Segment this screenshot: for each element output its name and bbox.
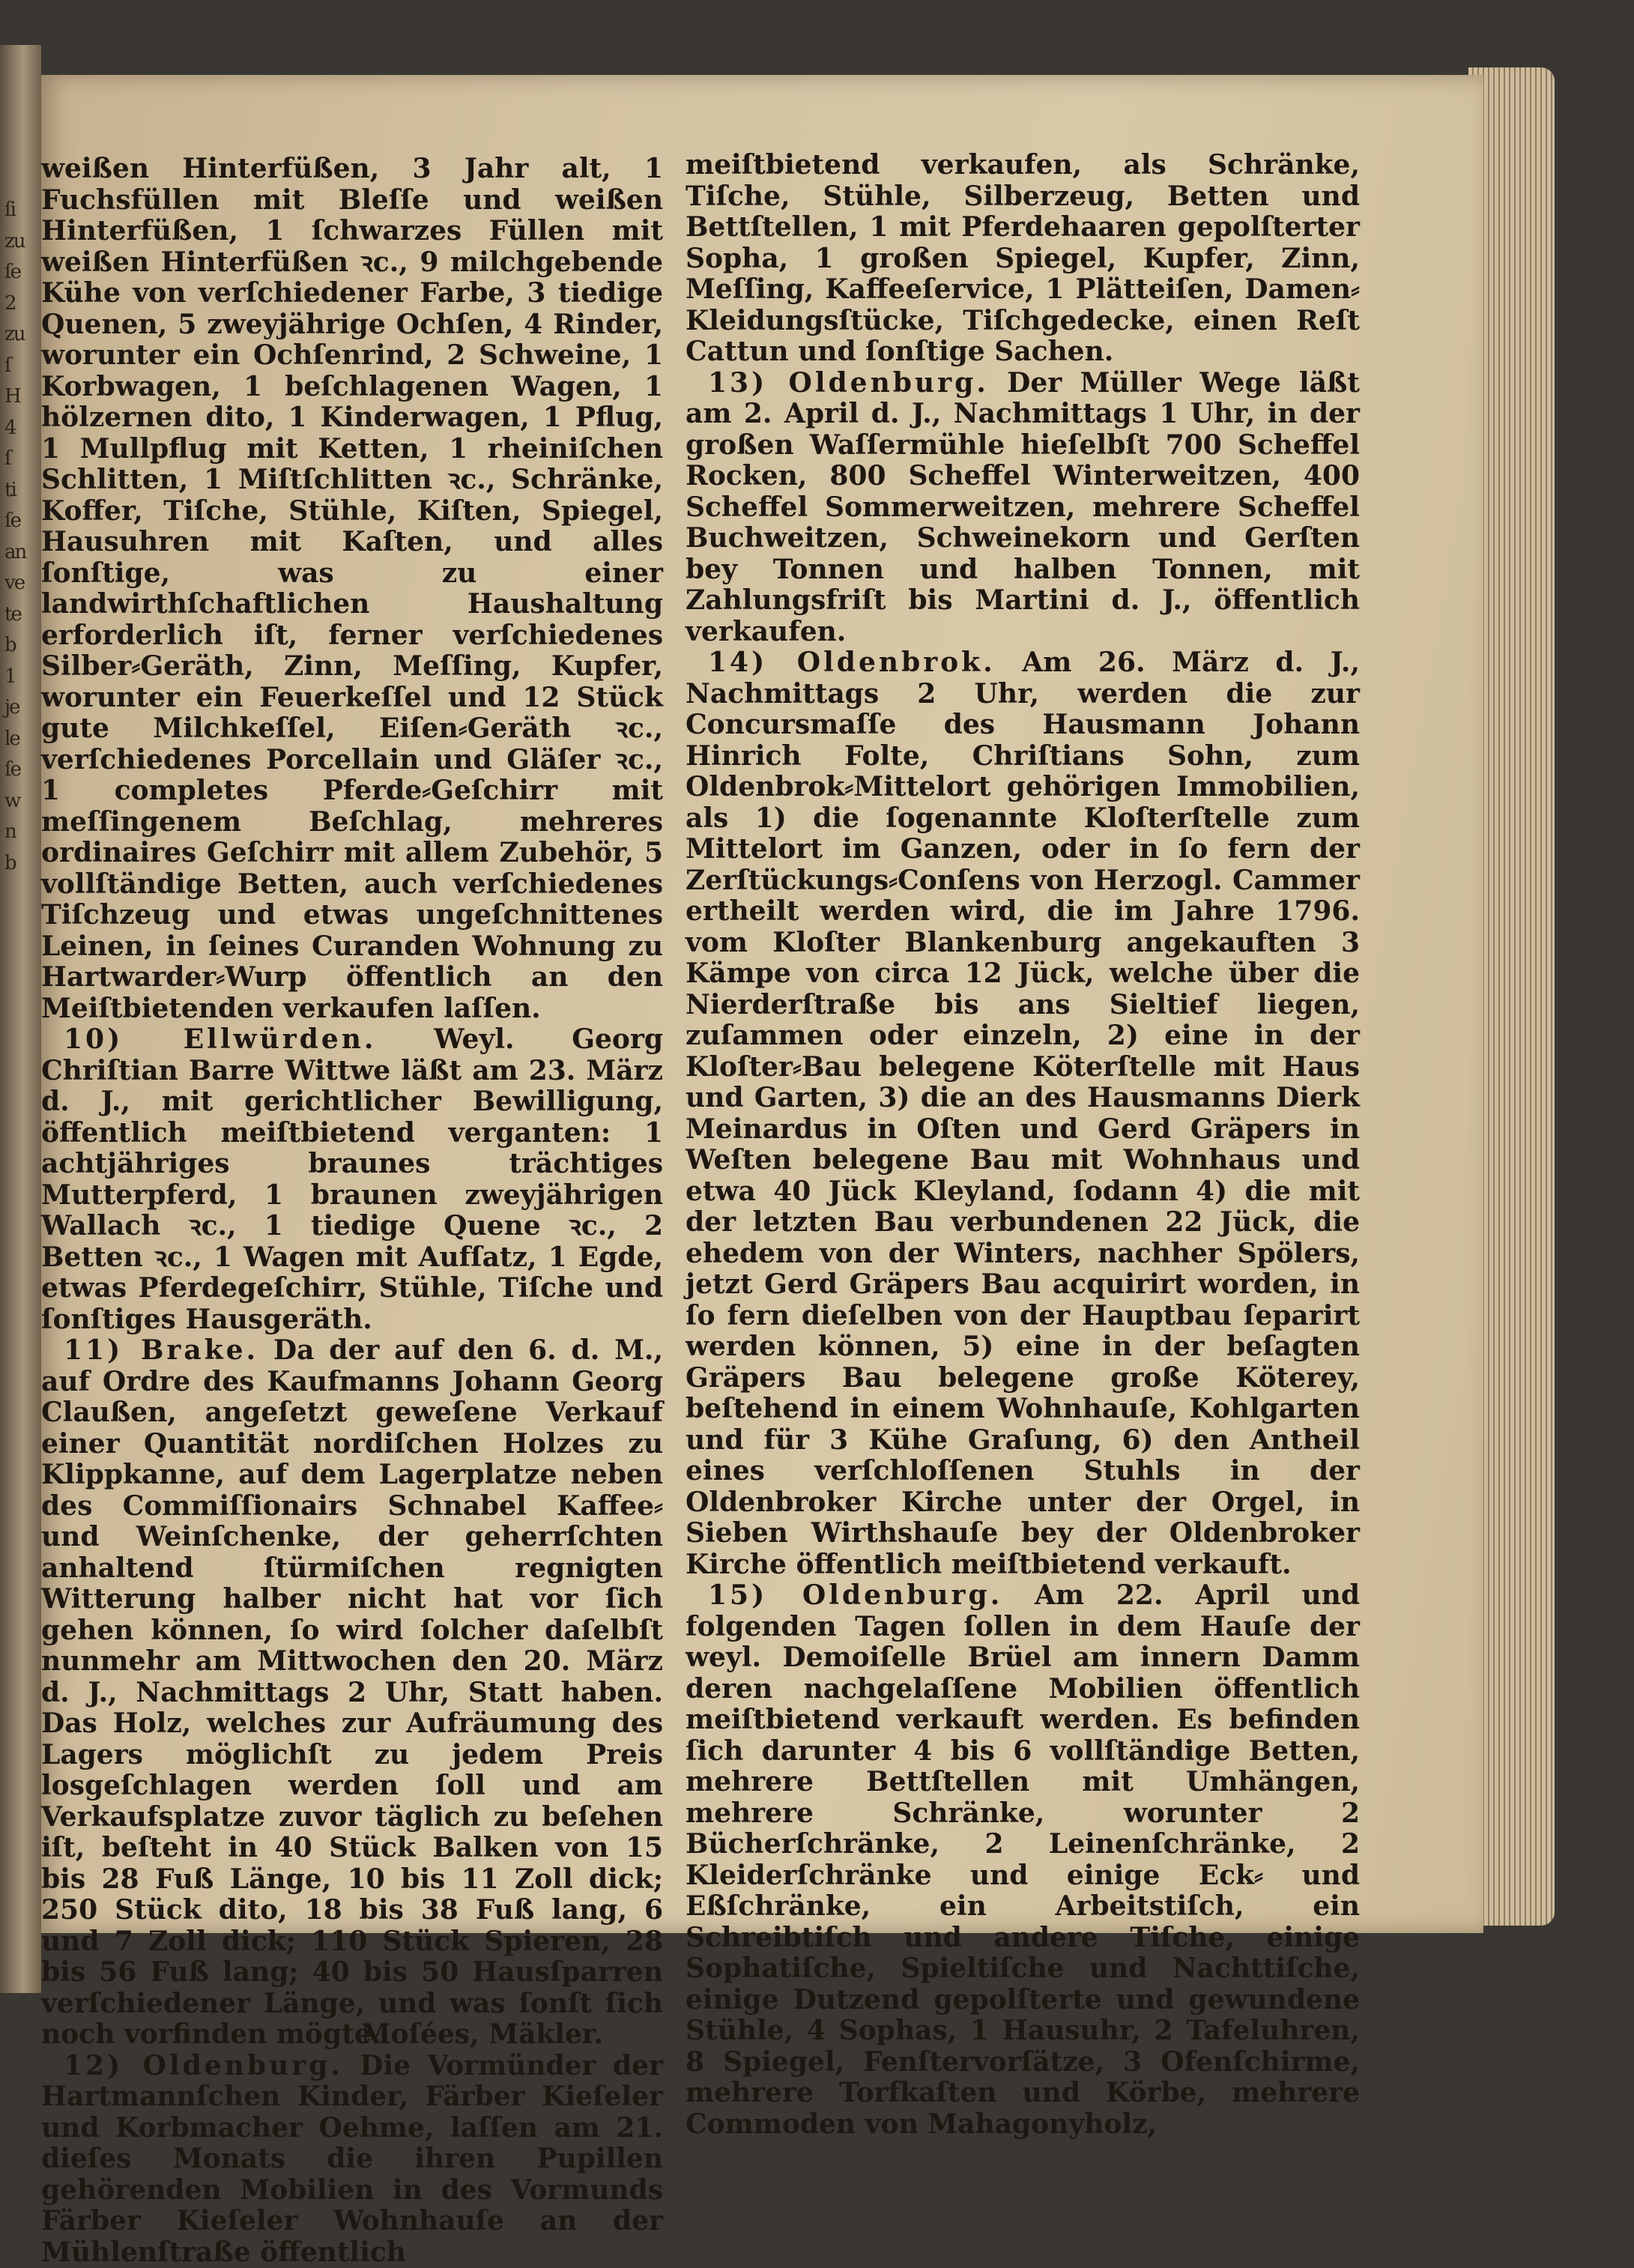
previous-page-margin-fragments: ſi zu ſe 2 zu ſ H 4 ſ ti ſe an ve te b 1 je le ſe w n b	[4, 195, 34, 1693]
notice-12	[41, 2051, 663, 2268]
notice-14-text: Am 26. März d. J., Nachmittags 2 Uhr, werden die zur Concursmaſſe des Hausmann Johann Hinrich Folte, Chriſtians Sohn, zum Oldenbrok⸗Mittelort gehörigen Immobilien, als 1) die ſogenannte Kloſterſtelle zum Mittelort im Ganzen, oder in ſo fern der Zerſtückungs⸗Conſens von Herzogl. Cammer ertheilt werden wird, die im Jahre 1796. vom Kloſter Blankenburg angekauften 3 Kämpe von circa 12 Jück, welche über die Nierderſtraße bis ans Sieltief liegen, zuſammen oder einzeln, 2) eine in der Kloſter⸗Bau belegene Köterſtelle mit Haus und Garten, 3) die an des Hausmanns Dierk Meinardus in Oſten und Gerd Gräpers in Weſten belegene Bau mit Wohnhaus und etwa 40 Jück Kleyland, ſodann 4) die mit der letzten Bau verbundenen 22 Jück, die ehedem von der Winters, nachher Spölers, jetzt Gerd Gräpers Bau acquirirt worden, in ſo fern dieſelben von der Hauptbau ſeparirt werden können, 5) eine in der beſagten Gräpers Bau belegene große Köterey, beſtehend in einem Wohnhauſe, Kohlgarten und für 3 Kühe Graſung, 6) den Antheil eines verſchloſſenen Stuhls in der Oldenbroker Kirche unter der Orgel, in Sieben Wirthshauſe bey der Oldenbroker Kirche öffentlich meiſtbietend verkauft.	[686, 647, 1360, 1580]
notice-11	[41, 1335, 663, 2051]
notice-11-text: Da der auf den 6. d. M., auf Ordre des Kaufmanns Johann Georg Claußen, angeſetzt geweſene Verkauf einer Quantität nordiſchen Holzes zu Klippkanne, auf dem Lagerplatze neben des Commiſſionairs Schnabel Kaffee⸗ und Weinſchenke, der geherrſchten anhaltend ſtürmiſchen regnigten Witterung halber nicht hat vor ſich gehen können, ſo wird ſolcher daſelbſt nunmehr am Mittwochen den 20. März d. J., Nachmittags 2 Uhr, Statt haben. Das Holz, welches zur Aufräumung des Lagers möglichſt zu jedem Preis losgeſchlagen werden ſoll und am Verkaufsplatze zuvor täglich zu beſehen iſt, beſteht in 40 Stück Balken von 15 bis 28 Fuß Länge, 10 bis 11 Zoll dick; 250 Stück dito, 18 bis 38 Fuß lang, 6 und 7 Zoll dick; 110 Stück Spieren, 28 bis 56 Fuß lang; 40 bis 50 Hausſparren verſchiedener Länge, und was ſonſt ſich noch vorfinden mögte.	[41, 1334, 663, 2050]
notice-12-place: 12) Oldenburg.	[64, 2050, 343, 2081]
notice-12-text: Die Vormünder der Hartmannſchen Kinder, Färber Kieſeler und Korbmacher Oehme, laſſen am 21. dieſes Monats die ihren Pupillen gehörenden Mobilien in des Vormunds Färber Kieſeler Wohnhauſe an der Mühlenſtraße öffentlich	[41, 2050, 663, 2268]
notice-11-place: 11) Brake.	[64, 1334, 258, 1366]
notice-13	[686, 368, 1360, 648]
notice-14-place: 14) Oldenbrok.	[708, 647, 996, 678]
notice-15-place: 15) Oldenburg.	[708, 1579, 1002, 1611]
notice-13-text: Der Müller Wege läßt am 2. April d. J., Nachmittags 1 Uhr, in der großen Waſſermühle hieſelbſt 700 Scheffel Rocken, 800 Scheffel Winterweitzen, 400 Scheffel Sommerweitzen, mehrere Scheffel Buchweitzen, Schweinekorn und Gerſten bey Tonnen und halben Tonnen, mit Zahlungsfriſt bis Martini d. J., öffentlich verkaufen.	[686, 367, 1360, 647]
notice-14	[686, 647, 1360, 1580]
left-column	[41, 154, 663, 2268]
previous-page-edge	[0, 45, 41, 1993]
notice-continued: weißen Hinterfüßen, 3 Jahr alt, 1 Fuchsfüllen mit Bleſſe und weißen Hinterfüßen, 1 ſchwarzes Füllen mit weißen Hinterfüßen ꝛc., 9 milchgebende Kühe von verſchiedener Farbe, 3 tiedige Quenen, 5 zweyjährige Ochſen, 4 Rinder, worunter ein Ochſenrind, 2 Schweine, 1 Korbwagen, 1 beſchlagenen Wagen, 1 hölzernen dito, 1 Kinderwagen, 1 Pflug, 1 Mullpflug mit Ketten, 1 rheiniſchen Schlitten, 1 Miſtſchlitten ꝛc., Schränke, Koffer, Tiſche, Stühle, Kiſten, Spiegel, Hausuhren mit Kaſten, und alles ſonſtige, was zu einer landwirthſchaftlichen Haushaltung erforderlich iſt, ferner verſchiedenes Silber⸗Geräth, Zinn, Meſſing, Kupfer, worunter ein Feuerkeſſel und 12 Stück gute Milchkeſſel, Eiſen⸗Geräth ꝛc., verſchiedenes Porcellain und Gläſer ꝛc., 1 completes Pferde⸗Geſchirr mit meſſingenem Beſchlag, mehreres ordinaires Geſchirr mit allem Zubehör, 5 vollſtändige Betten, auch verſchiedenes Tiſchzeug und etwas ungeſchnittenes Leinen, in ſeines Curanden Wohnung zu Hartwarder⸗Wurp öffentlich an den Meiſtbietenden verkaufen laſſen.	[41, 154, 663, 1024]
notice-10-place: 10) Ellwürden.	[64, 1023, 376, 1055]
notice-13-place: 13) Oldenburg.	[708, 367, 989, 399]
notice-11-signature: Moſées, Mäkler.	[41, 2019, 663, 2051]
notice-15	[686, 1580, 1360, 2140]
notice-12-continued: meiſtbietend verkaufen, als Schränke, Tiſche, Stühle, Silberzeug, Betten und Bettſtellen, 1 mit Pferdehaaren gepolſterter Sopha, 1 großen Spiegel, Kupfer, Zinn, Meſſing, Kaffeeſervice, 1 Plätteiſen, Damen⸗Kleidungsſtücke, Tiſchgedecke, einen Reſt Cattun und ſonſtige Sachen.	[686, 150, 1360, 368]
right-column	[686, 150, 1360, 2140]
notice-10	[41, 1024, 663, 1335]
notice-10-text: Weyl. Georg Chriſtian Barre Wittwe läßt am 23. März d. J., mit gerichtlicher Bewilligung, öffentlich meiſtbietend verganten: 1 achtjähriges braunes trächtiges Mutterpferd, 1 braunen zweyjährigen Wallach ꝛc., 1 tiedige Quene ꝛc., 2 Betten ꝛc., 1 Wagen mit Aufſatz, 1 Egde, etwas Pferdegeſchirr, Stühle, Tiſche und ſonſtiges Hausgeräth.	[41, 1023, 663, 1335]
notice-15-text: Am 22. April und folgenden Tagen ſollen in dem Hauſe der weyl. Demoiſelle Brüel am innern Damm deren nachgelaſſene Mobilien öffentlich meiſtbietend verkauft werden. Es befinden ſich darunter 4 bis 6 vollſtändige Betten, mehrere Bettſtellen mit Umhängen, mehrere Schränke, worunter 2 Bücherſchränke, 2 Leinenſchränke, 2 Kleiderſchränke und einige Eck⸗ und Eßſchränke, ein Arbeitstiſch, ein Schreibtiſch und andere Tiſche, einige Sophatiſche, Spieltiſche und Nachttiſche, einige Dutzend gepolſterte und gewundene Stühle, 4 Sophas, 1 Hausuhr, 2 Tafeluhren, 8 Spiegel, Fenſtervorſätze, 3 Ofenſchirme, mehrere Torfkaſten und Körbe, mehrere Commoden von Mahagonyholz,	[686, 1579, 1360, 2140]
page	[41, 75, 1483, 1933]
